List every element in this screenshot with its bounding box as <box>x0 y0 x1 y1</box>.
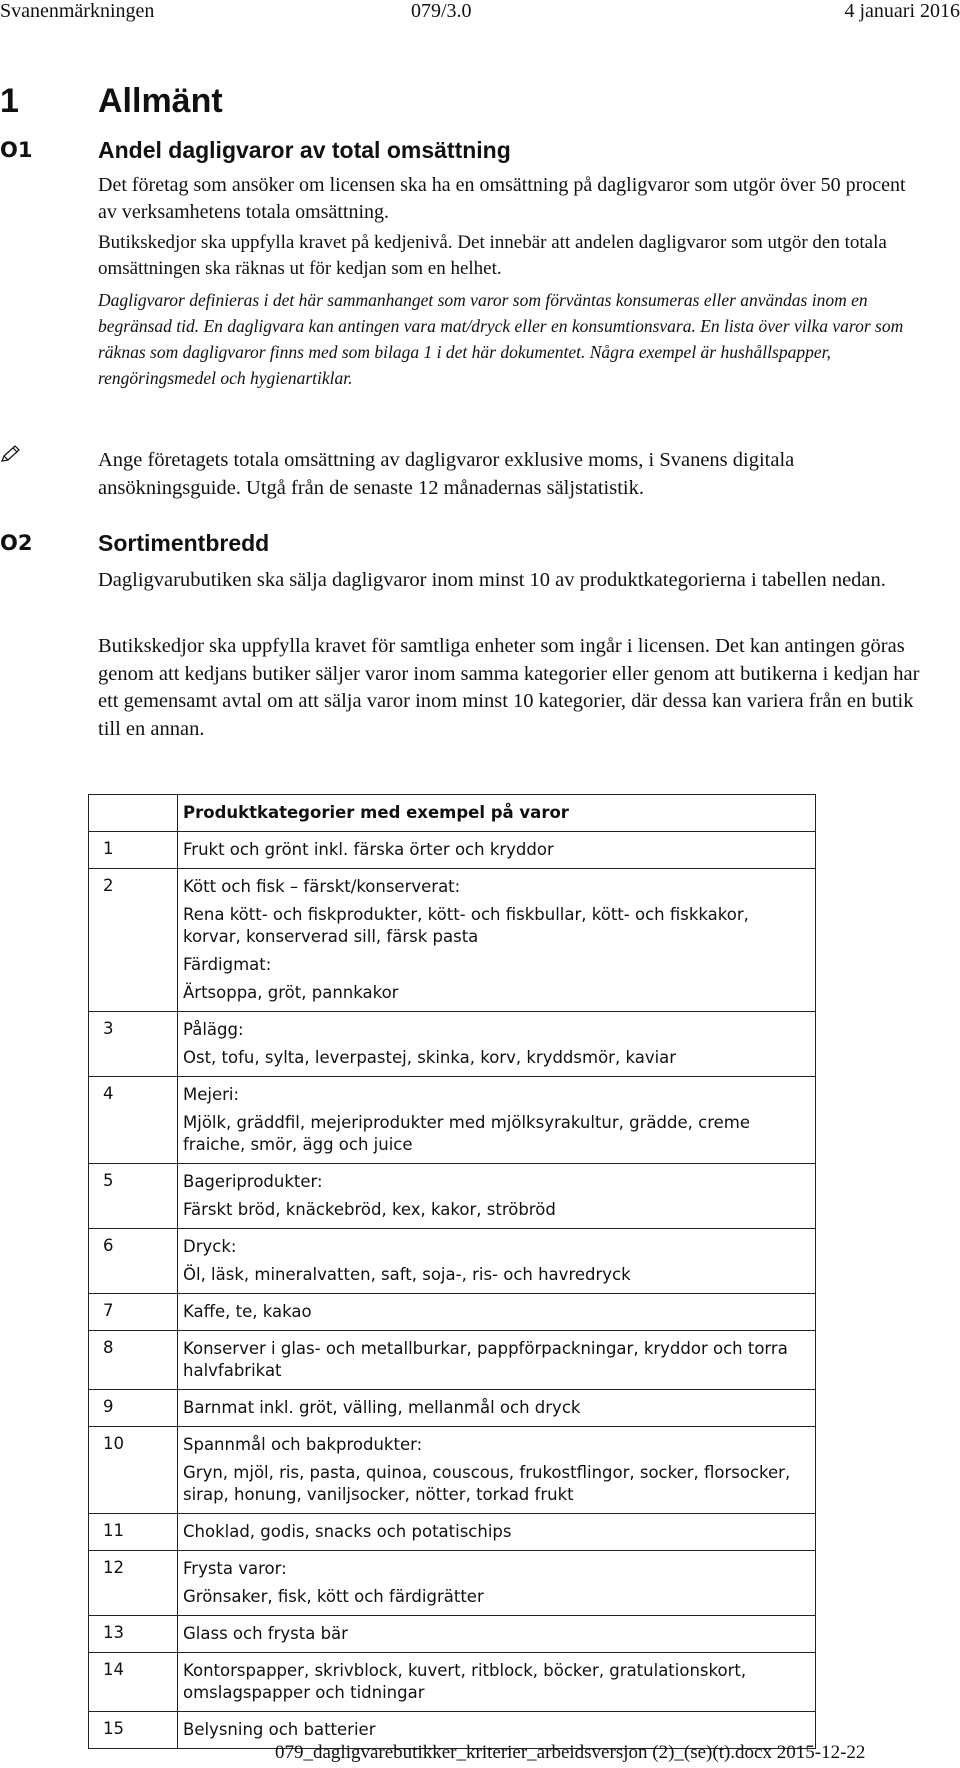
category-examples: Rena kött- och fiskprodukter, kött- och fiskbullar, kött- och fiskkakor, korvar, konserverad sill, färsk pasta <box>183 905 749 946</box>
category-cell <box>178 1390 816 1427</box>
category-title: Spannmål och bakprodukter: <box>183 1435 423 1454</box>
category-number: 13 <box>89 1616 178 1653</box>
category-title: Frysta varor: <box>183 1559 287 1578</box>
category-title: Kött och fisk – färskt/konserverat: <box>183 877 461 896</box>
table-row <box>89 1616 816 1653</box>
o1-documentation-requirement: Ange företagets totala omsättning av dagligvaror exklusive moms, i Svanens digitala ansökningsguide. Utgå från de senaste 12 månadernas säljstatistik. <box>98 449 795 499</box>
table-row <box>89 1077 816 1164</box>
o2-paragraph-1: Dagligvarubutiken ska sälja dagligvaror inom minst 10 av produktkategorierna i tabellen nedan. <box>98 569 886 591</box>
category-number: 2 <box>89 869 178 1012</box>
table-row <box>89 1653 816 1712</box>
requirement-title-o2: Sortimentbredd <box>98 530 270 556</box>
category-cell <box>178 1012 816 1077</box>
product-category-table <box>88 794 816 1749</box>
category-cell <box>178 1229 816 1294</box>
category-examples: Ost, tofu, sylta, leverpastej, skinka, korv, kryddsmör, kaviar <box>183 1048 677 1067</box>
table-row <box>89 1164 816 1229</box>
category-number: 3 <box>89 1012 178 1077</box>
category-cell <box>178 1077 816 1164</box>
table-row <box>89 1514 816 1551</box>
o1-paragraph-2: Butikskedjor ska uppfylla kravet på kedjenivå. Det innebär att andelen dagligvaror som utgör den totala omsättningen ska räknas ut för kedjan som en helhet. <box>98 232 887 279</box>
category-examples: Gryn, mjöl, ris, pasta, quinoa, couscous, frukostflingor, socker, florsocker, sirap, honung, vaniljsocker, nötter, torkad frukt <box>183 1463 791 1504</box>
category-cell <box>178 1164 816 1229</box>
category-examples: Mjölk, gräddfil, mejeriprodukter med mjölksyrakultur, grädde, creme fraiche, smör, ägg och juice <box>183 1113 750 1154</box>
requirement-code-o2: O2 <box>0 531 33 555</box>
category-title: Kaffe, te, kakao <box>183 1302 312 1321</box>
section-number: 1 <box>0 82 19 120</box>
category-number: 10 <box>89 1427 178 1514</box>
category-title: Glass och frysta bär <box>183 1624 348 1643</box>
section-title: Allmänt <box>98 82 223 120</box>
category-cell <box>178 832 816 869</box>
table-row <box>89 1390 816 1427</box>
header-organization: Svanenmärkningen <box>0 0 155 22</box>
category-title: Frukt och grönt inkl. färska örter och kryddor <box>183 840 554 859</box>
table-row <box>89 1294 816 1331</box>
category-number: 15 <box>89 1712 178 1749</box>
category-title: Pålägg: <box>183 1020 244 1039</box>
category-cell <box>178 1331 816 1390</box>
category-examples: Öl, läsk, mineralvatten, saft, soja-, ris- och havredryck <box>183 1265 631 1284</box>
category-number: 7 <box>89 1294 178 1331</box>
subcategory-title: Färdigmat: <box>183 955 272 974</box>
category-number: 9 <box>89 1390 178 1427</box>
category-examples: Grönsaker, fisk, kött och färdigrätter <box>183 1587 484 1606</box>
section-heading <box>0 82 223 121</box>
subcategory-examples: Ärtsoppa, gröt, pannkakor <box>183 983 399 1002</box>
category-cell <box>178 1653 816 1712</box>
category-title: Barnmat inkl. gröt, välling, mellanmål och dryck <box>183 1398 581 1417</box>
table-row <box>89 1012 816 1077</box>
category-number: 4 <box>89 1077 178 1164</box>
category-number: 5 <box>89 1164 178 1229</box>
category-examples: Färskt bröd, knäckebröd, kex, kakor, ströbröd <box>183 1200 556 1219</box>
table-row <box>89 1331 816 1390</box>
category-title: Dryck: <box>183 1237 237 1256</box>
category-number: 11 <box>89 1514 178 1551</box>
category-cell <box>178 1427 816 1514</box>
category-title: Belysning och batterier <box>183 1720 376 1739</box>
pencil-icon <box>0 445 20 463</box>
category-title: Mejeri: <box>183 1085 240 1104</box>
category-title: Konserver i glas- och metallburkar, pappförpackningar, kryddor och torra halvfabrikat <box>183 1339 788 1380</box>
table-row <box>89 1551 816 1616</box>
category-cell <box>178 1551 816 1616</box>
category-number: 1 <box>89 832 178 869</box>
o1-paragraph-1: Det företag som ansöker om licensen ska ha en omsättning på dagligvaror som utgör över 50 procent av verksamhetens totala omsättning. <box>98 174 906 223</box>
category-number: 12 <box>89 1551 178 1616</box>
header-document-number: 079/3.0 <box>411 0 472 22</box>
requirement-code-o1: O1 <box>0 138 33 162</box>
category-cell <box>178 1616 816 1653</box>
table-header-row <box>89 795 816 832</box>
table-row <box>89 869 816 1012</box>
page-footer: 079_dagligvarebutikker_kriterier_arbeidsversjon (2)_(se)(t).docx 2015-12-22 <box>275 1742 866 1763</box>
table-row <box>89 1427 816 1514</box>
category-cell <box>178 869 816 1012</box>
category-title: Choklad, godis, snacks och potatischips <box>183 1522 512 1541</box>
category-title: Bageriprodukter: <box>183 1172 323 1191</box>
category-number: 14 <box>89 1653 178 1712</box>
category-number: 8 <box>89 1331 178 1390</box>
o1-definition-paragraph: Dagligvaror definieras i det här sammanhanget som varor som förväntas konsumeras eller användas inom en begränsad tid. En dagligvara kan antingen vara mat/dryck eller en konsumtionsvara. En lista över vilka varor som räknas som dagligvaror finns med som bilaga 1 i det här dokumentet. Några exempel är hushållspapper, rengöringsmedel och hygienartiklar. <box>98 290 904 388</box>
table-row <box>89 832 816 869</box>
o2-paragraph-2: Butikskedjor ska uppfylla kravet för samtliga enheter som ingår i licensen. Det kan antingen göras genom att kedjans butiker säljer varor inom samma kategorier eller genom att butikerna i kedjan har ett gemensamt avtal om att sälja varor inom minst 10 kategorier, där dessa kan variera från en butik till en annan. <box>98 635 920 740</box>
table-row <box>89 1229 816 1294</box>
header-date: 4 januari 2016 <box>844 0 960 22</box>
table-header: Produktkategorier med exempel på varor <box>178 795 816 832</box>
page-header <box>0 0 960 28</box>
category-number: 6 <box>89 1229 178 1294</box>
requirement-title-o1: Andel dagligvaror av total omsättning <box>98 137 511 163</box>
category-title: Kontorspapper, skrivblock, kuvert, ritblock, böcker, gratulationskort, omslagspapper och tidningar <box>183 1661 747 1702</box>
category-cell <box>178 1294 816 1331</box>
category-cell <box>178 1514 816 1551</box>
